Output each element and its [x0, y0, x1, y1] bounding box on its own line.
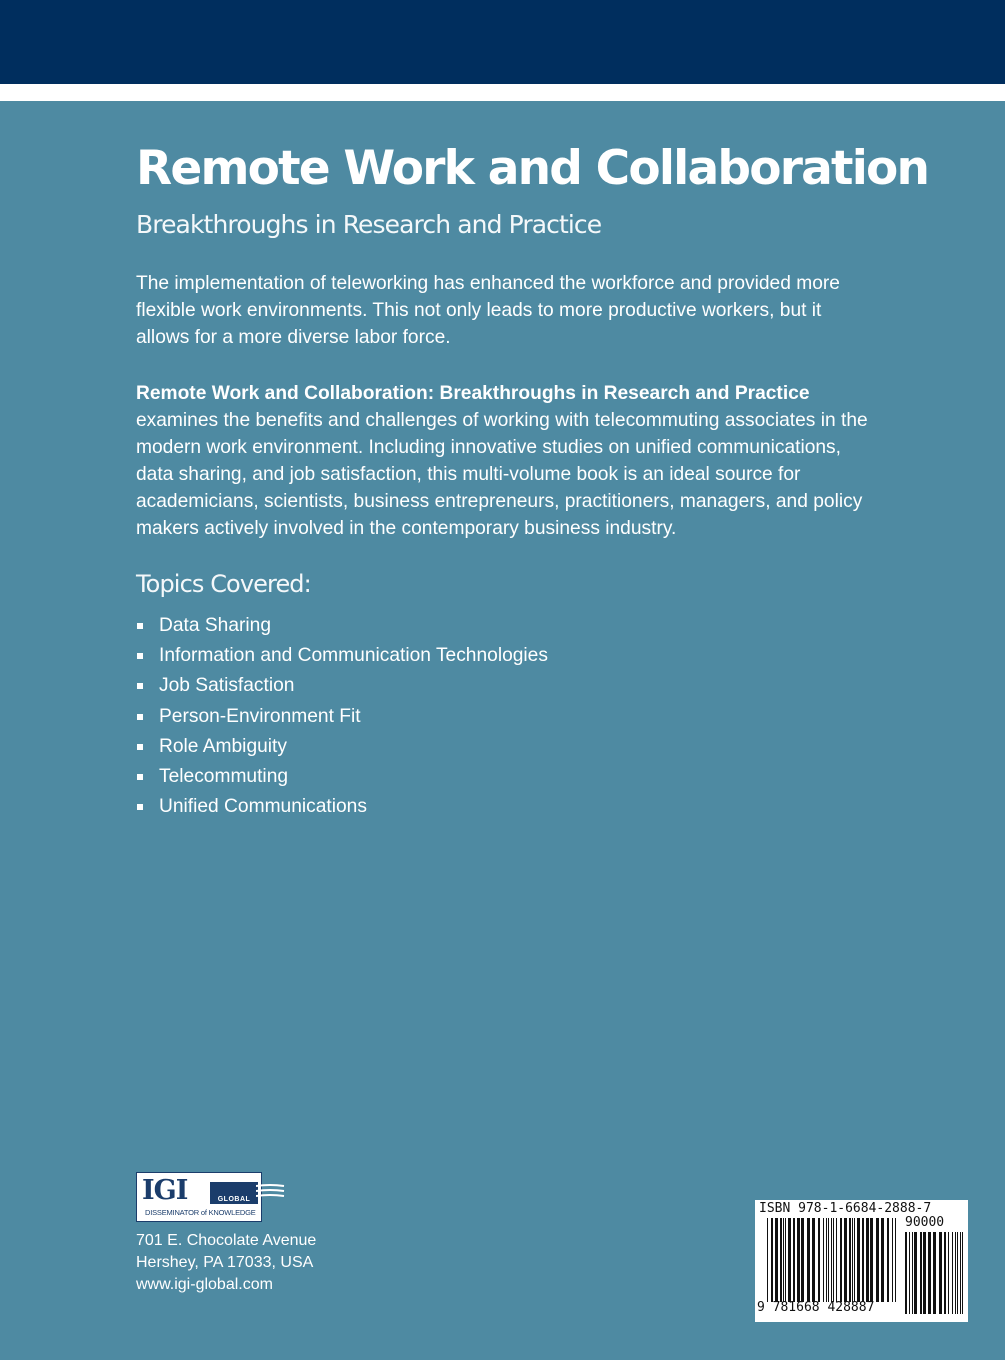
barcode-bar [807, 1218, 810, 1302]
barcode-bar [793, 1218, 795, 1302]
isbn-label: ISBN 978-1-6684-2888-7 [759, 1201, 932, 1216]
barcode-bar [857, 1218, 860, 1302]
logo-global-text: GLOBAL [217, 1196, 251, 1203]
barcode-bar [852, 1218, 853, 1302]
topic-label: Unified Communications [159, 796, 367, 818]
barcode-bar [914, 1232, 917, 1314]
logo-swoosh-icon [256, 1184, 286, 1204]
barcode-bar [928, 1232, 931, 1314]
topic-label: Job Satisfaction [159, 675, 295, 697]
barcode-bar [818, 1218, 820, 1302]
barcode-bar [833, 1218, 834, 1302]
barcode-bar [854, 1218, 855, 1302]
barcode-bar [909, 1232, 910, 1314]
barcode-bar [933, 1232, 936, 1314]
barcode-bar [939, 1232, 942, 1314]
barcode-bar [785, 1218, 786, 1302]
barcode-bar [840, 1218, 842, 1302]
bullet-icon [137, 774, 143, 780]
logo-tagline: DISSEMINATOR of KNOWLEDGE [145, 1208, 256, 1217]
barcode-bar [944, 1232, 946, 1314]
barcode-bar [960, 1232, 961, 1314]
address-street: 701 E. Chocolate Avenue [136, 1232, 317, 1249]
description-paragraph [136, 380, 876, 542]
barcode-bar [823, 1218, 824, 1302]
bullet-icon [137, 804, 143, 810]
book-subtitle: Breakthroughs in Research and Practice [136, 210, 602, 239]
barcode-bar [957, 1232, 958, 1314]
barcode-bar [767, 1218, 768, 1302]
barcode-bar [895, 1218, 896, 1302]
description-text: examines the benefits and challenges of working with telecommuting associates in the modern work environment. Including innovative studies on unified communications, data sharing, and job satisfaction, this multi-volume book is an ideal source for academicians, scientists, business entrepreneurs, practitioners, managers, and policy makers actively involved in the contemporary business industry. [136, 410, 868, 539]
barcode-bar [797, 1218, 800, 1302]
bullet-icon [137, 744, 143, 750]
bullet-icon [137, 683, 143, 689]
barcode-bar [828, 1218, 829, 1302]
barcode-bar [955, 1232, 956, 1314]
list-item [136, 732, 876, 762]
logo-mark: IGI [142, 1175, 188, 1206]
barcode-bar [783, 1218, 784, 1302]
barcode-bar [948, 1232, 949, 1314]
barcode-bar [771, 1218, 773, 1302]
barcode-bar [849, 1218, 851, 1302]
barcode-digits: 9 781668 428887 [757, 1300, 875, 1315]
list-item [136, 641, 876, 671]
topic-label: Information and Communication Technologies [159, 645, 548, 667]
barcode-bar [887, 1218, 889, 1302]
topic-label: Data Sharing [159, 615, 271, 636]
barcode-bar [952, 1232, 953, 1314]
list-item [136, 702, 876, 732]
barcode-bar [788, 1218, 791, 1302]
topic-label: Telecommuting [159, 766, 289, 788]
barcode-bar [812, 1218, 815, 1302]
barcode-bar [801, 1218, 804, 1302]
book-title: Remote Work and Collaboration [136, 141, 929, 196]
isbn-barcode [755, 1200, 968, 1322]
barcode-bar [862, 1218, 864, 1302]
barcode-bar [923, 1232, 926, 1314]
intro-paragraph: The implementation of teleworking has enhanced the workforce and provided more flexible work environments. This not only leads to more productive workers, but it allows for a more diverse labor force. [136, 273, 840, 348]
barcode-bar [905, 1232, 907, 1314]
barcode-bar [892, 1218, 893, 1302]
white-stripe [0, 84, 1005, 101]
publisher-address [136, 1230, 316, 1296]
topic-label: Person-Environment Fit [159, 705, 361, 727]
barcode-bar [826, 1218, 827, 1302]
barcode-bar [866, 1218, 869, 1302]
barcode-bar [881, 1218, 884, 1302]
list-item [136, 611, 876, 641]
list-item [136, 671, 876, 701]
description-book-title: Remote Work and Collaboration: Breakthroughs in Research and Practice [136, 383, 810, 404]
barcode-bar [844, 1218, 847, 1302]
barcode-bar [780, 1218, 782, 1302]
barcode-bar [920, 1232, 922, 1314]
list-item [136, 792, 876, 822]
address-city: Hershey, PA 17033, USA [136, 1254, 314, 1271]
barcode-bar [876, 1218, 879, 1302]
barcode-bar [831, 1218, 832, 1302]
barcode-addon-code: 90000 [905, 1215, 945, 1230]
igi-global-logo [136, 1172, 286, 1222]
bullet-icon [137, 623, 143, 629]
bullet-icon [137, 653, 143, 659]
logo-global-badge [210, 1182, 258, 1204]
topics-list [136, 611, 876, 822]
bullet-icon [137, 714, 143, 720]
barcode-bar [912, 1232, 913, 1314]
barcode-bar [962, 1232, 963, 1314]
top-band [0, 0, 1005, 84]
topic-label: Role Ambiguity [159, 735, 287, 757]
barcode-bar [775, 1218, 778, 1302]
logo-box [136, 1172, 262, 1222]
barcode-bar [836, 1218, 837, 1302]
barcode-bar [870, 1218, 873, 1302]
publisher-website: www.igi-global.com [136, 1276, 273, 1293]
back-cover-content [136, 101, 929, 822]
topics-heading: Topics Covered: [136, 570, 311, 598]
list-item [136, 762, 876, 792]
